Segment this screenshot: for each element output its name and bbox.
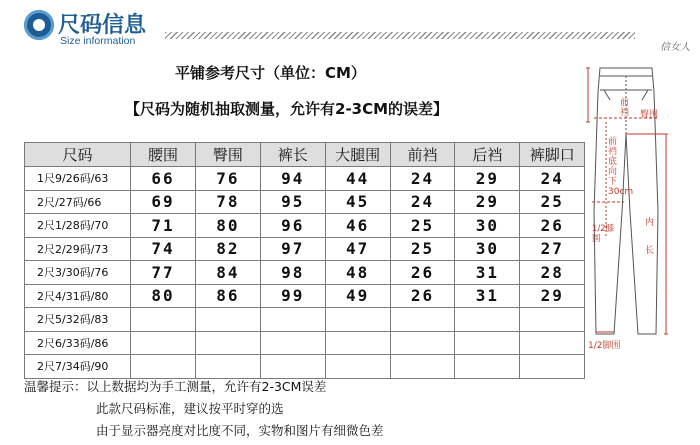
column-header-length: 裤长 bbox=[260, 143, 325, 167]
column-header-waist: 腰围 bbox=[131, 143, 196, 167]
hip-cell bbox=[195, 355, 260, 379]
back-rise-cell bbox=[455, 331, 520, 355]
inner-length-label: 内长 bbox=[645, 218, 655, 256]
size-table bbox=[24, 142, 585, 379]
back-rise-cell: 29 bbox=[455, 190, 520, 214]
logo bbox=[24, 8, 174, 48]
back-rise-cell: 31 bbox=[455, 284, 520, 308]
table-header-row bbox=[25, 143, 585, 167]
hip-cell: 86 bbox=[195, 284, 260, 308]
size-cell: 2尺5/32码/83 bbox=[25, 308, 131, 332]
waist-cell: 71 bbox=[131, 214, 196, 238]
length-cell: 96 bbox=[260, 214, 325, 238]
size-cell: 2尺3/30码/76 bbox=[25, 261, 131, 285]
size-cell: 2尺2/29码/73 bbox=[25, 237, 131, 261]
page-title: 平铺参考尺寸（单位：CM） bbox=[175, 64, 366, 82]
back-rise-cell: 30 bbox=[455, 214, 520, 238]
pants-outline-icon bbox=[586, 62, 696, 362]
pants-diagram bbox=[586, 62, 696, 362]
hip-cell bbox=[195, 308, 260, 332]
brand-signature: 信女人 bbox=[660, 42, 690, 53]
hatched-divider bbox=[165, 32, 635, 39]
front-rise-cell bbox=[390, 331, 455, 355]
hip-cell: 76 bbox=[195, 167, 260, 191]
size-cell: 1尺9/26码/63 bbox=[25, 167, 131, 191]
hem-cell: 28 bbox=[520, 261, 585, 285]
waist-cell: 66 bbox=[131, 167, 196, 191]
hem-cell bbox=[520, 308, 585, 332]
waist-cell bbox=[131, 355, 196, 379]
column-header-back-rise: 后裆 bbox=[455, 143, 520, 167]
hip-cell bbox=[195, 331, 260, 355]
waist-cell bbox=[131, 331, 196, 355]
size-cell: 2尺6/33码/86 bbox=[25, 331, 131, 355]
length-cell bbox=[260, 308, 325, 332]
length-cell bbox=[260, 355, 325, 379]
table-row bbox=[25, 214, 585, 238]
size-cell: 2尺7/34码/90 bbox=[25, 355, 131, 379]
column-header-hip: 臀围 bbox=[195, 143, 260, 167]
thigh-cell bbox=[325, 355, 390, 379]
length-cell: 95 bbox=[260, 190, 325, 214]
back-rise-cell: 29 bbox=[455, 167, 520, 191]
front-rise-cell: 24 bbox=[390, 167, 455, 191]
length-cell: 99 bbox=[260, 284, 325, 308]
size-cell: 2尺1/28码/70 bbox=[25, 214, 131, 238]
table-row bbox=[25, 331, 585, 355]
front-rise-cell bbox=[390, 355, 455, 379]
note-line-3: 由于显示器亮度对比度不同，实物和图片有细微色差 bbox=[96, 423, 384, 438]
hem-cell bbox=[520, 331, 585, 355]
thigh-cell: 47 bbox=[325, 237, 390, 261]
logo-circle-icon bbox=[24, 10, 54, 40]
front-rise-cell: 24 bbox=[390, 190, 455, 214]
thigh-cell: 46 bbox=[325, 214, 390, 238]
table-row bbox=[25, 284, 585, 308]
hip-cell: 80 bbox=[195, 214, 260, 238]
notes bbox=[24, 376, 384, 442]
back-rise-cell bbox=[455, 355, 520, 379]
thigh-cell: 48 bbox=[325, 261, 390, 285]
front-rise-cell: 25 bbox=[390, 214, 455, 238]
table-row bbox=[25, 355, 585, 379]
waist-cell: 74 bbox=[131, 237, 196, 261]
length-cell: 98 bbox=[260, 261, 325, 285]
note-line-1: 温馨提示：以上数据均为手工测量，允许有2-3CM误差 bbox=[24, 379, 327, 394]
size-cell: 2尺4/31码/80 bbox=[25, 284, 131, 308]
thigh-cell: 44 bbox=[325, 167, 390, 191]
table-row bbox=[25, 190, 585, 214]
front-rise-cell: 26 bbox=[390, 284, 455, 308]
logo-title: 尺码信息 bbox=[58, 13, 147, 38]
table-row bbox=[25, 237, 585, 261]
hip-cell: 84 bbox=[195, 261, 260, 285]
front-rise-label: 前裆 bbox=[620, 98, 630, 118]
front-rise-cell: 26 bbox=[390, 261, 455, 285]
column-header-front-rise: 前裆 bbox=[390, 143, 455, 167]
table-row bbox=[25, 308, 585, 332]
waist-cell: 69 bbox=[131, 190, 196, 214]
hem-cell: 27 bbox=[520, 237, 585, 261]
hem-cell: 29 bbox=[520, 284, 585, 308]
front-rise-cell: 25 bbox=[390, 237, 455, 261]
thigh-cell: 45 bbox=[325, 190, 390, 214]
length-cell bbox=[260, 331, 325, 355]
back-rise-cell bbox=[455, 308, 520, 332]
logo-subtitle: Size information bbox=[60, 35, 136, 47]
length-cell: 94 bbox=[260, 167, 325, 191]
length-cell: 97 bbox=[260, 237, 325, 261]
thigh-cell bbox=[325, 308, 390, 332]
hip-label: 臀围 bbox=[640, 110, 659, 120]
thigh-cell bbox=[325, 331, 390, 355]
waist-cell: 80 bbox=[131, 284, 196, 308]
half-hem-label: 1/2脚围 bbox=[588, 341, 621, 351]
hip-cell: 82 bbox=[195, 237, 260, 261]
size-cell: 2尺/27码/66 bbox=[25, 190, 131, 214]
hem-cell: 24 bbox=[520, 167, 585, 191]
hem-cell bbox=[520, 355, 585, 379]
inseam-label: 前裆底向下30cm bbox=[608, 137, 634, 197]
back-rise-cell: 31 bbox=[455, 261, 520, 285]
table-row bbox=[25, 167, 585, 191]
hem-cell: 26 bbox=[520, 214, 585, 238]
table-row bbox=[25, 261, 585, 285]
waist-cell bbox=[131, 308, 196, 332]
waist-cell: 77 bbox=[131, 261, 196, 285]
column-header-thigh: 大腿围 bbox=[325, 143, 390, 167]
thigh-cell: 49 bbox=[325, 284, 390, 308]
column-header-hem: 裤脚口 bbox=[520, 143, 585, 167]
back-rise-cell: 30 bbox=[455, 237, 520, 261]
front-rise-cell bbox=[390, 308, 455, 332]
note-line-2: 此款尺码标准，建议按平时穿的选 bbox=[96, 401, 284, 416]
hip-cell: 78 bbox=[195, 190, 260, 214]
page-subtitle: 【尺码为随机抽取测量，允许有2-3CM的误差】 bbox=[125, 100, 449, 118]
half-knee-label: 1/2膝围 bbox=[592, 224, 615, 244]
column-header-size: 尺码 bbox=[25, 143, 131, 167]
hem-cell: 25 bbox=[520, 190, 585, 214]
